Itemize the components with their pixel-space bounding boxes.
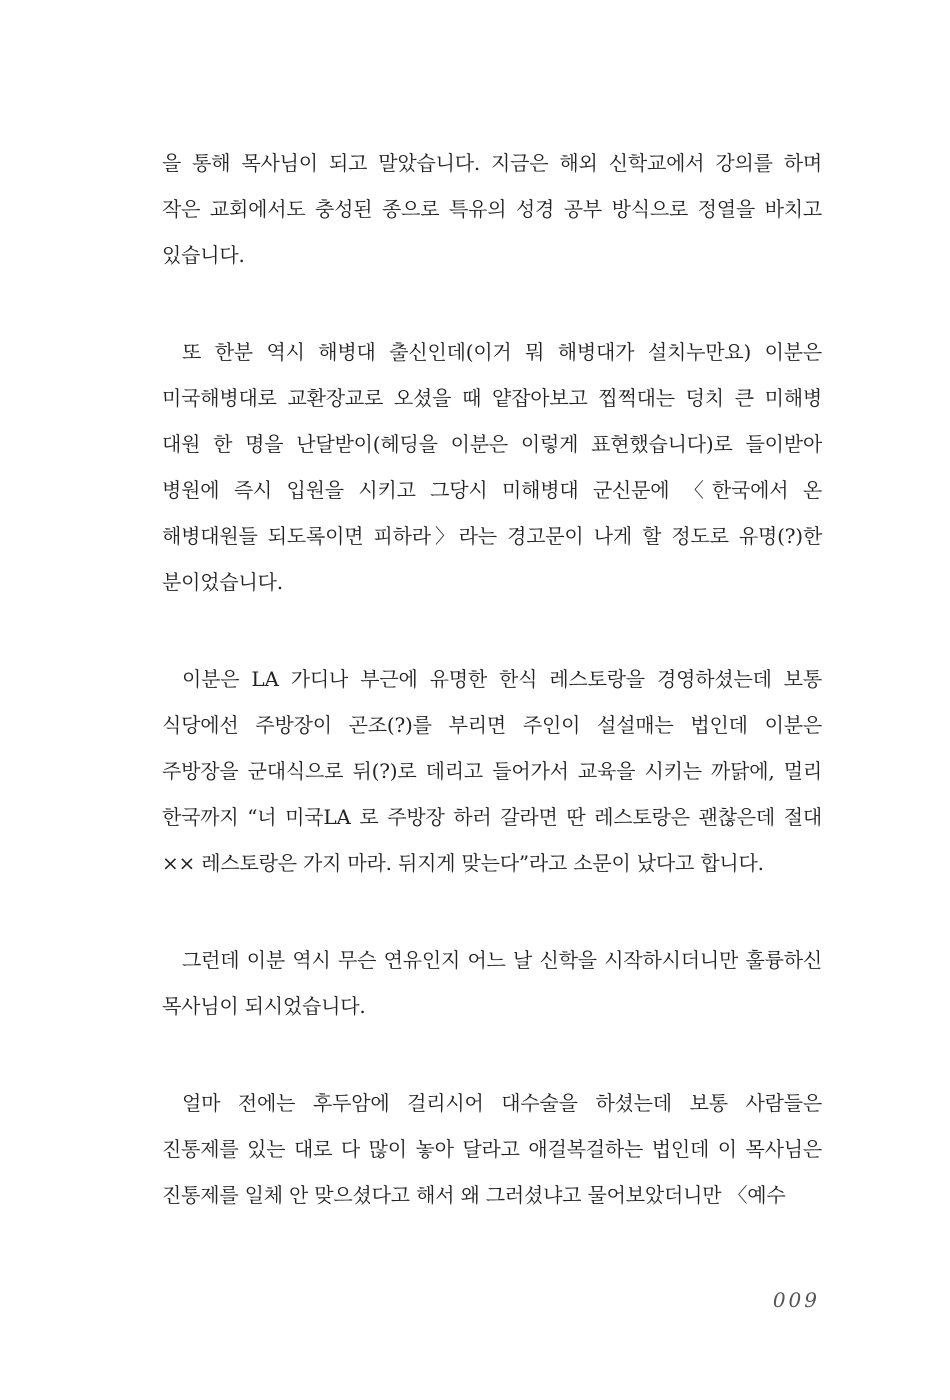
paragraph-5: 얼마 전에는 후두암에 걸리시어 대수술을 하셨는데 보통 사람들은 진통제를 있는 대로 다 많이 놓아 달라고 애걸복걸하는 법인데 이 목사님은 진통제를 일체 안 맞으셨다고 해서 왜 그러셨냐고 물어보았더니만 〈예수 <box>162 1091 822 1207</box>
paragraph-3: 이분은 LA 가디나 부근에 유명한 한식 레스토랑을 경영하셨는데 보통 식당에선 주방장이 곤조(?)를 부리면 주인이 설설매는 법인데 이분은 주방장을 군대식으로 뒤(?)로 데리고 들어가서 교육을 시키는 까닭에, 멀리 한국까지 “너 미국LA 로 주방장 하러 갈라면 딴 레스토랑은 괜찮은데 절대 ×× 레스토랑은 가지 마라. 뒤지게 맞는다”라고 소문이 났다고 합니다. <box>162 667 822 875</box>
paragraph-2: 또 한분 역시 해병대 출신인데(이거 뭐 해병대가 설치누만요) 이분은 미국해병대로 교환장교로 오셨을 때 얕잡아보고 찝쩍대는 덩치 큰 미해병 대원 한 명을 난달받이(헤딩을 이분은 이렇게 표현했습니다)로 들이받아 병원에 즉시 입원을 시키고 그당시 미해병대 군신문에 〈한국에서 온 해병대원들 되도록이면 피하라〉라는 경고문이 나게 할 정도로 유명(?)한 분이었습니다. <box>162 340 822 594</box>
paragraph-1: 을 통해 목사님이 되고 말았습니다. 지금은 해외 신학교에서 강의를 하며 작은 교회에서도 충성된 종으로 특유의 성경 공부 방식으로 정열을 바치고 있습니다. <box>162 151 822 267</box>
page-body <box>162 140 822 1269</box>
page-number: 009 <box>772 1288 820 1312</box>
paragraph-4: 그런데 이분 역시 무슨 연유인지 어느 날 신학을 시작하시더니만 훌륭하신 목사님이 되시었습니다. <box>162 948 822 1018</box>
